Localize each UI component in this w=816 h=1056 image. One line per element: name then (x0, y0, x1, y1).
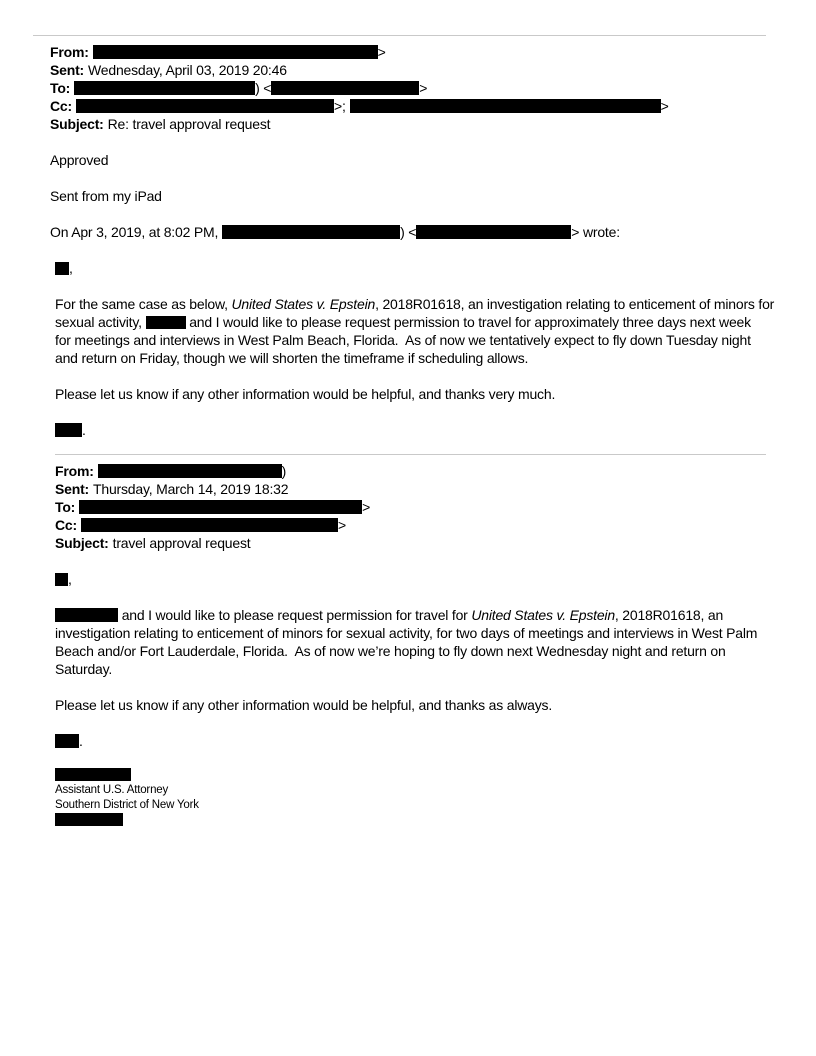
greeting-punct: , (69, 260, 73, 276)
quoted-para-line2 (55, 313, 766, 331)
quoted-closing-line: Please let us know if any other information would be helpful, and thanks very much. (55, 386, 556, 402)
email2-sent-line (55, 480, 766, 498)
blank-line (55, 277, 766, 295)
email1-cc-line (50, 97, 766, 115)
blank-line (50, 169, 766, 187)
blank-line (50, 133, 766, 151)
subject-label: Subject: (55, 535, 109, 551)
email2-closing-line: Please let us know if any other information would be helpful, and thanks as always. (55, 697, 553, 713)
redaction-bar-greeting-name (55, 262, 69, 275)
sent-label: Sent: (55, 481, 90, 497)
email1-subject-line (50, 115, 766, 133)
subject-value: travel approval request (112, 535, 251, 551)
blank-line (50, 241, 766, 259)
signoff-punct: . (79, 733, 83, 749)
to-mid: ) < (255, 80, 272, 96)
para-text: For the same case as below, (55, 296, 232, 312)
redaction-bar-greeting-name (55, 573, 68, 586)
redaction-bar-to-address (271, 81, 419, 95)
redaction-bar-signoff-name (55, 423, 82, 437)
redaction-bar-cc-name (76, 99, 334, 113)
sent-label: Sent: (50, 62, 85, 78)
email2-signoff-line (55, 732, 766, 750)
quoted-para-line3: for meetings and interviews in West Palm Beach, Florida. As of now we tentatively expect to fly down Tuesday night (55, 332, 751, 348)
email1-from-line (50, 43, 766, 61)
email2-to-line (55, 498, 766, 516)
signature-title: Assistant U.S. Attorney (55, 784, 169, 796)
email2-section (55, 462, 766, 828)
redaction-bar-colleague-name (55, 608, 118, 622)
cc-suffix: > (660, 98, 669, 114)
signature-block (55, 768, 766, 828)
blank-line (55, 750, 766, 768)
redaction-bar-from-address (93, 45, 378, 59)
quoted-greeting-line (55, 259, 766, 277)
from-label: From: (55, 463, 94, 479)
email2-para-line2: investigation relating to enticement of minors for sexual activity, for two days of meetings and interviews in West Palm (55, 625, 758, 641)
sent-value: Thursday, March 14, 2019 18:32 (93, 481, 289, 497)
signature-phone-line (55, 813, 766, 828)
email2-para-line4: Saturday. (55, 661, 113, 677)
spacer (50, 455, 766, 462)
quote-intro-prefix: On Apr 3, 2019, at 8:02 PM, (50, 224, 219, 240)
to-suffix: > (419, 80, 428, 96)
email2-para-line1 (55, 606, 766, 624)
quote-intro-mid: ) < (400, 224, 417, 240)
para-text: , 2018R01618, an (614, 607, 724, 623)
spacer (50, 36, 766, 43)
blank-line (55, 588, 766, 606)
email2-subject-line (55, 534, 766, 552)
email2-from-line (55, 462, 766, 480)
quoted-email-body (55, 259, 775, 439)
redaction-bar-signature-phone (55, 813, 123, 826)
blank-line (55, 714, 766, 732)
redaction-bar-from-name (98, 464, 282, 478)
subject-value: Re: travel approval request (107, 116, 271, 132)
email1-header (50, 43, 766, 133)
subject-label: Subject: (50, 116, 104, 132)
email2-para-line3: Beach and/or Fort Lauderdale, Florida. As of now we’re hoping to fly down next Wednesday night and return on (55, 643, 726, 659)
cc-label: Cc: (50, 98, 72, 114)
email2-greeting-line (55, 570, 766, 588)
email1-body-approved: Approved (50, 152, 109, 168)
to-label: To: (50, 80, 71, 96)
signature-name-line (55, 768, 766, 783)
quoted-para-line4: and return on Friday, though we will shorten the timeframe if scheduling allows. (55, 350, 529, 366)
email2-header (55, 462, 766, 552)
para-text: sexual activity, (55, 314, 146, 330)
quoted-para-line1 (55, 295, 775, 313)
email2-cc-line (55, 516, 766, 534)
redaction-bar-signature-name (55, 768, 131, 781)
blank-line (55, 552, 766, 570)
case-name-italic: United States v. Epstein (471, 607, 615, 623)
quote-intro-line (50, 223, 766, 241)
email1-sent-from-ipad: Sent from my iPad (50, 188, 162, 204)
email1-sent-line (50, 61, 766, 79)
signoff-punct: . (82, 422, 86, 438)
blank-line (50, 205, 766, 223)
blank-line (55, 678, 766, 696)
redaction-bar-to-address (79, 500, 362, 514)
blank-line (55, 403, 766, 421)
quote-intro-suffix: > wrote: (571, 224, 620, 240)
top-margin (50, 0, 766, 35)
from-suffix: ) (281, 463, 287, 479)
to-suffix: > (362, 499, 371, 515)
redaction-bar-cc-address (350, 99, 661, 113)
redaction-bar-signoff-name (55, 734, 79, 748)
case-name-italic: United States v. Epstein (231, 296, 376, 312)
redaction-bar-colleague-name (146, 316, 186, 329)
cc-label: Cc: (55, 517, 77, 533)
redaction-bar-cc-address (81, 518, 338, 532)
para-text: and I would like to please request permission for travel for (118, 607, 472, 623)
to-label: To: (55, 499, 76, 515)
para-text: , 2018R01618, an investigation relating to enticement of minors for (375, 296, 775, 312)
signature-org: Southern District of New York (55, 799, 199, 811)
sent-value: Wednesday, April 03, 2019 20:46 (88, 62, 287, 78)
redaction-bar-to-name (74, 81, 255, 95)
spacer (50, 439, 766, 454)
from-label: From: (50, 44, 89, 60)
from-suffix: > (377, 44, 386, 60)
cc-mid: >; (333, 98, 346, 114)
blank-line (55, 367, 766, 385)
redaction-bar-sender-name (222, 225, 400, 239)
redaction-bar-sender-address (416, 225, 571, 239)
cc-suffix: > (337, 517, 346, 533)
email1-to-line (50, 79, 766, 97)
quoted-signoff-line (55, 421, 766, 439)
greeting-punct: , (68, 571, 72, 587)
para-text: and I would like to please request permission to travel for approximately three days next week (185, 314, 751, 330)
